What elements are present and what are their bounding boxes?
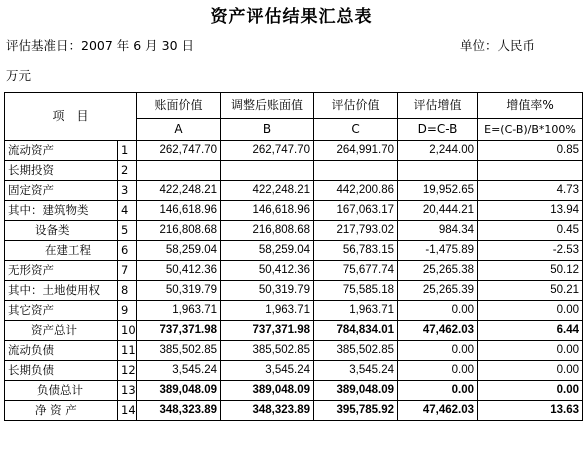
subheader-e: E=(C-B)/B*100%	[478, 119, 583, 141]
header-appreciation: 评估增值	[398, 93, 478, 119]
cell-appreciation-rate: 6.44	[478, 321, 583, 341]
header-item: 项 目	[5, 93, 137, 141]
cell-adjusted-book-value: 737,371.98	[221, 321, 314, 341]
cell-book-value: 146,618.96	[137, 201, 221, 221]
row-no: 3	[118, 181, 137, 201]
cell-book-value: 262,747.70	[137, 141, 221, 161]
table-row	[5, 361, 583, 381]
cell-adjusted-book-value: 389,048.09	[221, 381, 314, 401]
row-no: 10	[118, 321, 137, 341]
subheader-c: C	[314, 119, 398, 141]
cell-book-value: 50,319.79	[137, 281, 221, 301]
report-title: 资产评估结果汇总表	[210, 7, 373, 27]
row-no: 11	[118, 341, 137, 361]
cell-appreciation-rate: 13.63	[478, 401, 583, 421]
cell-appreciation: 20,444.21	[398, 201, 478, 221]
header-appreciation-rate: 增值率%	[478, 93, 583, 119]
cell-appreciation-rate: 0.85	[478, 141, 583, 161]
subheader-b: B	[221, 119, 314, 141]
cell-book-value: 389,048.09	[137, 381, 221, 401]
cell-adjusted-book-value: 50,319.79	[221, 281, 314, 301]
row-item: 其中：建筑物类	[5, 201, 118, 221]
header-book-value: 账面价值	[137, 93, 221, 119]
cell-appraised-value: 784,834.01	[314, 321, 398, 341]
cell-adjusted-book-value: 3,545.24	[221, 361, 314, 381]
cell-appreciation: 25,265.38	[398, 261, 478, 281]
row-item: 资产总计	[5, 321, 118, 341]
cell-appreciation-rate: 50.21	[478, 281, 583, 301]
cell-appreciation: 0.00	[398, 341, 478, 361]
row-no: 9	[118, 301, 137, 321]
table-row	[5, 141, 583, 161]
cell-appreciation-rate: 0.00	[478, 361, 583, 381]
cell-appreciation-rate: 0.45	[478, 221, 583, 241]
cell-appraised-value: 1,963.71	[314, 301, 398, 321]
row-item: 长期负债	[5, 361, 118, 381]
cell-appreciation: 984.34	[398, 221, 478, 241]
row-item: 无形资产	[5, 261, 118, 281]
row-item: 其中：土地使用权	[5, 281, 118, 301]
cell-appraised-value: 56,783.15	[314, 241, 398, 261]
row-item: 在建工程	[5, 241, 118, 261]
cell-appreciation-rate: 4.73	[478, 181, 583, 201]
unit-label: 单位：人民币	[460, 38, 536, 53]
cell-book-value	[137, 161, 221, 181]
cell-appraised-value: 75,677.74	[314, 261, 398, 281]
row-no: 2	[118, 161, 137, 181]
table-row	[5, 301, 583, 321]
cell-book-value: 348,323.89	[137, 401, 221, 421]
table-row	[5, 181, 583, 201]
cell-appraised-value	[314, 161, 398, 181]
cell-book-value: 1,963.71	[137, 301, 221, 321]
cell-adjusted-book-value: 385,502.85	[221, 341, 314, 361]
cell-book-value: 50,412.36	[137, 261, 221, 281]
cell-appreciation-rate: 0.00	[478, 381, 583, 401]
cell-appraised-value: 264,991.70	[314, 141, 398, 161]
table-row	[5, 201, 583, 221]
table-row	[5, 341, 583, 361]
row-item: 其它资产	[5, 301, 118, 321]
table-row	[5, 241, 583, 261]
cell-appreciation-rate	[478, 161, 583, 181]
cell-appraised-value: 442,200.86	[314, 181, 398, 201]
subheader-a: A	[137, 119, 221, 141]
row-no: 14	[118, 401, 137, 421]
row-no: 1	[118, 141, 137, 161]
cell-appraised-value: 217,793.02	[314, 221, 398, 241]
cell-appraised-value: 3,545.24	[314, 361, 398, 381]
cell-book-value: 3,545.24	[137, 361, 221, 381]
row-item: 负债总计	[5, 381, 118, 401]
cell-appreciation: 19,952.65	[398, 181, 478, 201]
table-row	[5, 161, 583, 181]
cell-adjusted-book-value	[221, 161, 314, 181]
cell-appreciation: 25,265.39	[398, 281, 478, 301]
base-date: 评估基准日：2007 年 6 月 30 日	[6, 38, 195, 53]
cell-appraised-value: 395,785.92	[314, 401, 398, 421]
cell-appreciation	[398, 161, 478, 181]
table-row	[5, 261, 583, 281]
cell-appraised-value: 385,502.85	[314, 341, 398, 361]
cell-appreciation-rate: -2.53	[478, 241, 583, 261]
cell-appreciation-rate: 50.12	[478, 261, 583, 281]
row-no: 8	[118, 281, 137, 301]
cell-appreciation-rate: 0.00	[478, 301, 583, 321]
row-item: 流动资产	[5, 141, 118, 161]
cell-book-value: 422,248.21	[137, 181, 221, 201]
cell-book-value: 216,808.68	[137, 221, 221, 241]
cell-appreciation: 47,462.03	[398, 401, 478, 421]
header-row	[5, 93, 583, 119]
row-no: 7	[118, 261, 137, 281]
row-item: 流动负债	[5, 341, 118, 361]
cell-adjusted-book-value: 1,963.71	[221, 301, 314, 321]
cell-appreciation: 2,244.00	[398, 141, 478, 161]
cell-adjusted-book-value: 262,747.70	[221, 141, 314, 161]
row-item: 设备类	[5, 221, 118, 241]
table-row	[5, 281, 583, 301]
cell-appreciation-rate: 0.00	[478, 341, 583, 361]
cell-appraised-value: 75,585.18	[314, 281, 398, 301]
cell-book-value: 737,371.98	[137, 321, 221, 341]
row-no: 13	[118, 381, 137, 401]
cell-appreciation: 47,462.03	[398, 321, 478, 341]
header-adjusted-book-value: 调整后账面值	[221, 93, 314, 119]
cell-adjusted-book-value: 216,808.68	[221, 221, 314, 241]
table-row-total-assets	[5, 321, 583, 341]
cell-book-value: 385,502.85	[137, 341, 221, 361]
cell-appreciation: 0.00	[398, 361, 478, 381]
cell-adjusted-book-value: 58,259.04	[221, 241, 314, 261]
cell-appreciation-rate: 13.94	[478, 201, 583, 221]
cell-adjusted-book-value: 348,323.89	[221, 401, 314, 421]
table-row-net-assets	[5, 401, 583, 421]
unit-label-cont: 万元	[6, 68, 32, 83]
row-no: 12	[118, 361, 137, 381]
header-appraised-value: 评估价值	[314, 93, 398, 119]
row-no: 5	[118, 221, 137, 241]
subheader-d: D=C-B	[398, 119, 478, 141]
cell-adjusted-book-value: 146,618.96	[221, 201, 314, 221]
cell-appraised-value: 389,048.09	[314, 381, 398, 401]
row-no: 6	[118, 241, 137, 261]
table-row	[5, 221, 583, 241]
row-item: 长期投资	[5, 161, 118, 181]
cell-appreciation: -1,475.89	[398, 241, 478, 261]
row-item: 净 资 产	[5, 401, 118, 421]
row-no: 4	[118, 201, 137, 221]
cell-adjusted-book-value: 50,412.36	[221, 261, 314, 281]
cell-adjusted-book-value: 422,248.21	[221, 181, 314, 201]
cell-appreciation: 0.00	[398, 381, 478, 401]
cell-appreciation: 0.00	[398, 301, 478, 321]
cell-appraised-value: 167,063.17	[314, 201, 398, 221]
cell-book-value: 58,259.04	[137, 241, 221, 261]
table-row-total-liabilities	[5, 381, 583, 401]
summary-table	[4, 92, 583, 421]
row-item: 固定资产	[5, 181, 118, 201]
